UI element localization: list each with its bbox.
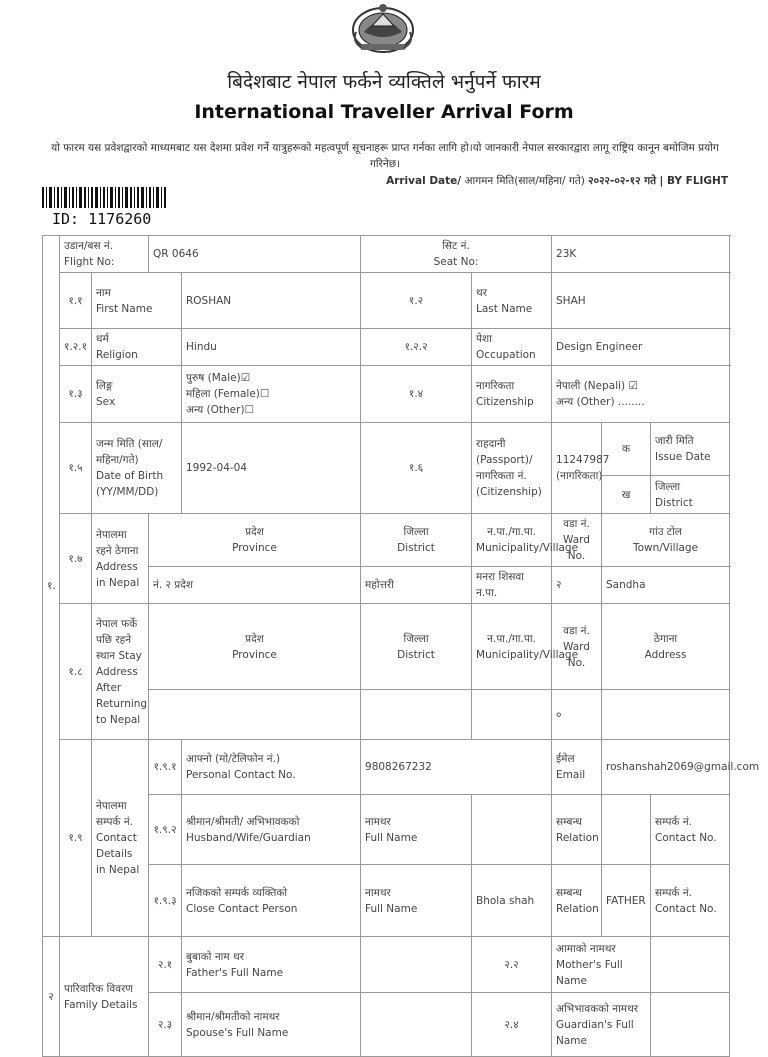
section-1-number: १. bbox=[43, 236, 60, 937]
municipality-label-np: न.पा./गा.पा. bbox=[487, 632, 536, 645]
contact-details-label: नेपालमा सम्पर्क नं. Contact Details in Nepal bbox=[92, 740, 149, 937]
religion-row bbox=[43, 329, 730, 366]
close-contact-name-value[interactable]: Bhola shah bbox=[472, 865, 552, 937]
province-label-np: प्रदेश bbox=[245, 632, 264, 645]
close-contact-contact-label-np: सम्पर्क नं. bbox=[655, 886, 692, 899]
dob-label-np: जन्म मिति (साल/ महिना/गते) bbox=[96, 438, 163, 466]
name-row bbox=[43, 273, 730, 329]
spouse-name-label-en: Spouse's Full Name bbox=[186, 1026, 289, 1039]
form-title-nepali: बिदेशबाट नेपाल फर्कने व्यक्तिले भर्नुपर्ने फारम bbox=[227, 71, 541, 93]
religion-value[interactable]: Hindu bbox=[182, 329, 361, 366]
row-num-1-2-1: १.२.१ bbox=[60, 329, 92, 366]
sex-label-en: Sex bbox=[96, 396, 116, 408]
guardian-label-en: Husband/Wife/Guardian bbox=[186, 831, 311, 844]
sex-option-other[interactable]: अन्य (Other)☐ bbox=[186, 404, 254, 416]
address-label-en: Address bbox=[644, 648, 687, 661]
ka-marker: क bbox=[602, 423, 651, 476]
ward-label-np: वडा नं. bbox=[563, 518, 590, 530]
passport-label-np: राहदानी (Passport)/ नागरिकता नं. bbox=[476, 438, 533, 482]
first-name-label-np: नाम bbox=[96, 286, 111, 299]
father-name-value[interactable] bbox=[361, 937, 472, 993]
intro-text: यो फारम यस प्रवेशद्वारको माध्यमबाट यस देशमा प्रवेश गर्ने यात्रुहरूको महत्वपूर्ण सूचनाहरू प्राप्त गर्नका लागि हो।यो जानकारी नेपाल सरकारद्वारा लागू राष्ट्रिय कानून बमोजिम प्रयोग गरिनेछ। bbox=[51, 142, 719, 170]
flight-no-value[interactable]: QR 0646 bbox=[149, 236, 361, 273]
district-label-en: District bbox=[655, 496, 693, 509]
close-contact-label-en: Close Contact Person bbox=[186, 902, 298, 915]
seat-label-np: सिट नं. bbox=[442, 240, 470, 252]
close-contact-name-label-np: नामथर bbox=[365, 886, 391, 899]
district-label-np: जिल्ला bbox=[655, 480, 681, 493]
kha-marker: ख bbox=[602, 476, 651, 514]
address-district-value[interactable]: महोत्तरी bbox=[361, 567, 472, 604]
district-label-np: जिल्ला bbox=[403, 632, 429, 645]
spouse-name-value[interactable] bbox=[361, 993, 472, 1057]
family-label-np: पारिवारिक विवरण bbox=[64, 982, 133, 995]
municipality-label-np: न.पा./गा.पा. bbox=[487, 526, 536, 538]
email-label-en: Email bbox=[556, 769, 586, 781]
address-municipality-value[interactable]: मनरा शिसवा न.पा. bbox=[472, 567, 552, 604]
flight-row bbox=[43, 236, 730, 273]
arrival-date-label-nepali: आगमन मिति(साल/महिना/ गते) bbox=[464, 175, 585, 187]
barcode-icon bbox=[42, 187, 166, 208]
father-name-label-en: Father's Full Name bbox=[186, 966, 284, 979]
passport-value[interactable]: 11247987 (नागरिकता) bbox=[552, 423, 602, 514]
guardian-full-name-label-en: Guardian's Full Name bbox=[556, 1018, 634, 1047]
father-name-label-np: बुबाको नाम थर bbox=[186, 950, 244, 963]
town-label-np: गांउ टोल bbox=[649, 526, 682, 538]
address-town-value[interactable]: Sandha bbox=[602, 567, 730, 604]
citizenship-label-np: नागरिकता bbox=[476, 380, 515, 392]
email-label-np: ईमेल bbox=[556, 753, 575, 765]
spouse-name-label-np: श्रीमान/श्रीमतीको नामथर bbox=[186, 1010, 280, 1023]
guardian-label-np: श्रीमान/श्रीमती/ अभिभावकको bbox=[186, 815, 300, 828]
guardian-contact-label-np: सम्पर्क नं. bbox=[655, 815, 692, 828]
arrival-date-line bbox=[386, 174, 728, 188]
close-contact-name-label-en: Full Name bbox=[365, 902, 418, 915]
checkbox-checked-icon[interactable]: ☑ bbox=[240, 372, 251, 384]
row-num-2-1: २.१ bbox=[149, 937, 182, 993]
family-row-a bbox=[43, 937, 730, 993]
address-label-np: ठेगाना bbox=[653, 632, 678, 645]
row-num-2-2: २.२ bbox=[472, 937, 552, 993]
stay-province-value[interactable] bbox=[149, 690, 361, 740]
checkbox-icon[interactable]: ☐ bbox=[259, 388, 270, 400]
arrival-date-label: Arrival Date/ bbox=[386, 175, 462, 187]
ward-label-np: वडा नं. bbox=[563, 624, 590, 637]
dob-passport-row-a bbox=[43, 423, 730, 476]
sex-option-male[interactable]: पुरुष (Male)☑ bbox=[186, 372, 251, 384]
issue-date-label-np: जारी मिति bbox=[655, 435, 694, 447]
close-contact-label-np: नजिकको सम्पर्क व्यक्तिको bbox=[186, 886, 288, 899]
district-label-en: District bbox=[397, 648, 435, 661]
row-num-1-9-2: १.९.२ bbox=[149, 795, 182, 865]
arrival-form-table bbox=[42, 235, 760, 1057]
citizenship-option-nepali[interactable]: नेपाली (Nepali) ☑ bbox=[556, 380, 638, 392]
row-num-1-2: १.२ bbox=[361, 273, 472, 329]
religion-label-en: Religion bbox=[96, 349, 138, 361]
family-label-en: Family Details bbox=[64, 998, 138, 1011]
stay-address-label: नेपाल फर्के पछि रहने स्थान Stay Address After Returning to Nepal bbox=[92, 604, 149, 740]
address-nepal-header-row bbox=[43, 514, 730, 567]
guardian-contact-label-en: Contact No. bbox=[655, 831, 717, 844]
mother-name-label-np: आमाको नामथर bbox=[556, 942, 616, 955]
citizenship-option-other[interactable]: अन्य (Other) ........ bbox=[556, 396, 645, 408]
mother-name-value[interactable] bbox=[651, 937, 730, 993]
province-label-en: Province bbox=[232, 542, 277, 554]
religion-label-np: धर्म bbox=[96, 333, 109, 345]
first-name-value[interactable]: ROSHAN bbox=[182, 273, 361, 329]
guardian-full-name-label-np: अभिभावकको नामथर bbox=[556, 1002, 639, 1015]
last-name-label-np: थर bbox=[476, 286, 488, 299]
guardian-relation-label-en: Relation bbox=[556, 831, 599, 844]
stay-district-value[interactable] bbox=[361, 690, 472, 740]
row-num-1-9-1: १.९.१ bbox=[149, 740, 182, 795]
town-label-en: Town/Village bbox=[632, 542, 699, 554]
ward-label-en: Ward No. bbox=[563, 534, 590, 562]
row-num-1-9: १.९ bbox=[60, 740, 92, 937]
close-contact-relation-label-en: Relation bbox=[556, 902, 599, 915]
address-province-value[interactable]: नं. २ प्रदेश bbox=[149, 567, 361, 604]
flight-label-np: उडान/बस नं. bbox=[64, 240, 114, 252]
arrival-mode: | BY FLIGHT bbox=[659, 175, 728, 187]
section-2-number: २ bbox=[43, 937, 60, 1057]
row-num-1-4: १.४ bbox=[361, 366, 472, 423]
guardian-relation-label-np: सम्बन्ध bbox=[556, 815, 582, 828]
personal-contact-value[interactable]: 9808267232 bbox=[361, 740, 552, 795]
occupation-label-np: पेशा bbox=[476, 333, 492, 345]
last-name-value[interactable]: SHAH bbox=[552, 273, 730, 329]
address-ward-value[interactable]: २ bbox=[552, 567, 602, 604]
stay-address-header-row bbox=[43, 604, 730, 690]
row-num-2-4: २.४ bbox=[472, 993, 552, 1057]
row-num-1-8: १.८ bbox=[60, 604, 92, 740]
row-num-1-3: १.३ bbox=[60, 366, 92, 423]
contact-personal-row bbox=[43, 740, 730, 795]
mother-name-label-en: Mother's Full Name bbox=[556, 958, 623, 987]
form-id: ID: 1176260 bbox=[52, 210, 152, 228]
row-num-2-3: २.३ bbox=[149, 993, 182, 1057]
stay-address-value[interactable] bbox=[602, 690, 730, 740]
checkbox-icon[interactable]: ☐ bbox=[244, 404, 254, 416]
sex-citizenship-row bbox=[43, 366, 730, 423]
first-name-label-en: First Name bbox=[96, 302, 153, 315]
checkbox-checked-icon[interactable]: ☑ bbox=[628, 380, 638, 392]
guardian-name-label-en: Full Name bbox=[365, 831, 418, 844]
stay-ward-value[interactable]: ० bbox=[552, 690, 602, 740]
district-label-en: District bbox=[397, 542, 435, 554]
stay-municipality-value[interactable] bbox=[472, 690, 552, 740]
district-label-np: जिल्ला bbox=[403, 526, 429, 538]
province-label-np: प्रदेश bbox=[245, 526, 264, 538]
occupation-value[interactable]: Design Engineer bbox=[552, 329, 730, 366]
row-num-1-1: १.१ bbox=[60, 273, 92, 329]
close-contact-contact-label-en: Contact No. bbox=[655, 902, 717, 915]
row-num-1-5: १.५ bbox=[60, 423, 92, 514]
ward-label-en: Ward No. bbox=[563, 640, 590, 669]
sex-option-female[interactable]: महिला (Female)☐ bbox=[186, 388, 270, 400]
row-num-1-2-2: १.२.२ bbox=[361, 329, 472, 366]
issue-date-label-en: Issue Date bbox=[655, 451, 711, 463]
citizenship-label-en: Citizenship bbox=[476, 396, 534, 408]
arrival-date-value: २०२२-०२-१२ गते bbox=[588, 175, 657, 187]
email-value[interactable]: roshanshah2069@gmail.com bbox=[602, 740, 730, 795]
last-name-label-en: Last Name bbox=[476, 302, 533, 315]
row-num-1-9-3: १.९.३ bbox=[149, 865, 182, 937]
close-contact-relation-value[interactable]: FATHER bbox=[602, 865, 651, 937]
flight-label-en: Flight No: bbox=[64, 256, 115, 268]
form-title-english: International Traveller Arrival Form bbox=[194, 101, 574, 123]
passport-label-en: (Citizenship) bbox=[476, 486, 542, 498]
dob-value[interactable]: 1992-04-04 bbox=[182, 423, 361, 514]
seat-no-value[interactable]: 23K bbox=[552, 236, 730, 273]
close-contact-relation-label-np: सम्बन्ध bbox=[556, 886, 582, 899]
occupation-label-en: Occupation bbox=[476, 349, 536, 361]
province-label-en: Province bbox=[232, 648, 277, 661]
guardian-name-value[interactable] bbox=[472, 795, 552, 865]
personal-contact-label-en: Personal Contact No. bbox=[186, 769, 296, 781]
municipality-label-en: Municipality/Village bbox=[476, 542, 579, 554]
municipality-label-en: Municipality/Village bbox=[476, 648, 579, 661]
personal-contact-label-np: आफ्नो (मो/टेलिफोन नं.) bbox=[186, 753, 281, 765]
sex-label-np: लिङ्ग bbox=[96, 380, 113, 392]
row-num-1-6: १.६ bbox=[361, 423, 472, 514]
nepal-emblem-icon bbox=[350, 2, 416, 54]
address-nepal-label: नेपालमा रहने ठेगाना Address in Nepal bbox=[92, 514, 149, 604]
guardian-name-label-np: नामथर bbox=[365, 815, 391, 828]
row-num-1-7: १.७ bbox=[60, 514, 92, 604]
guardian-relation-value[interactable] bbox=[602, 795, 651, 865]
dob-label-en: Date of Birth (YY/MM/DD) bbox=[96, 470, 164, 498]
guardian-full-name-value[interactable] bbox=[651, 993, 730, 1057]
seat-label-en: Seat No: bbox=[433, 256, 479, 268]
